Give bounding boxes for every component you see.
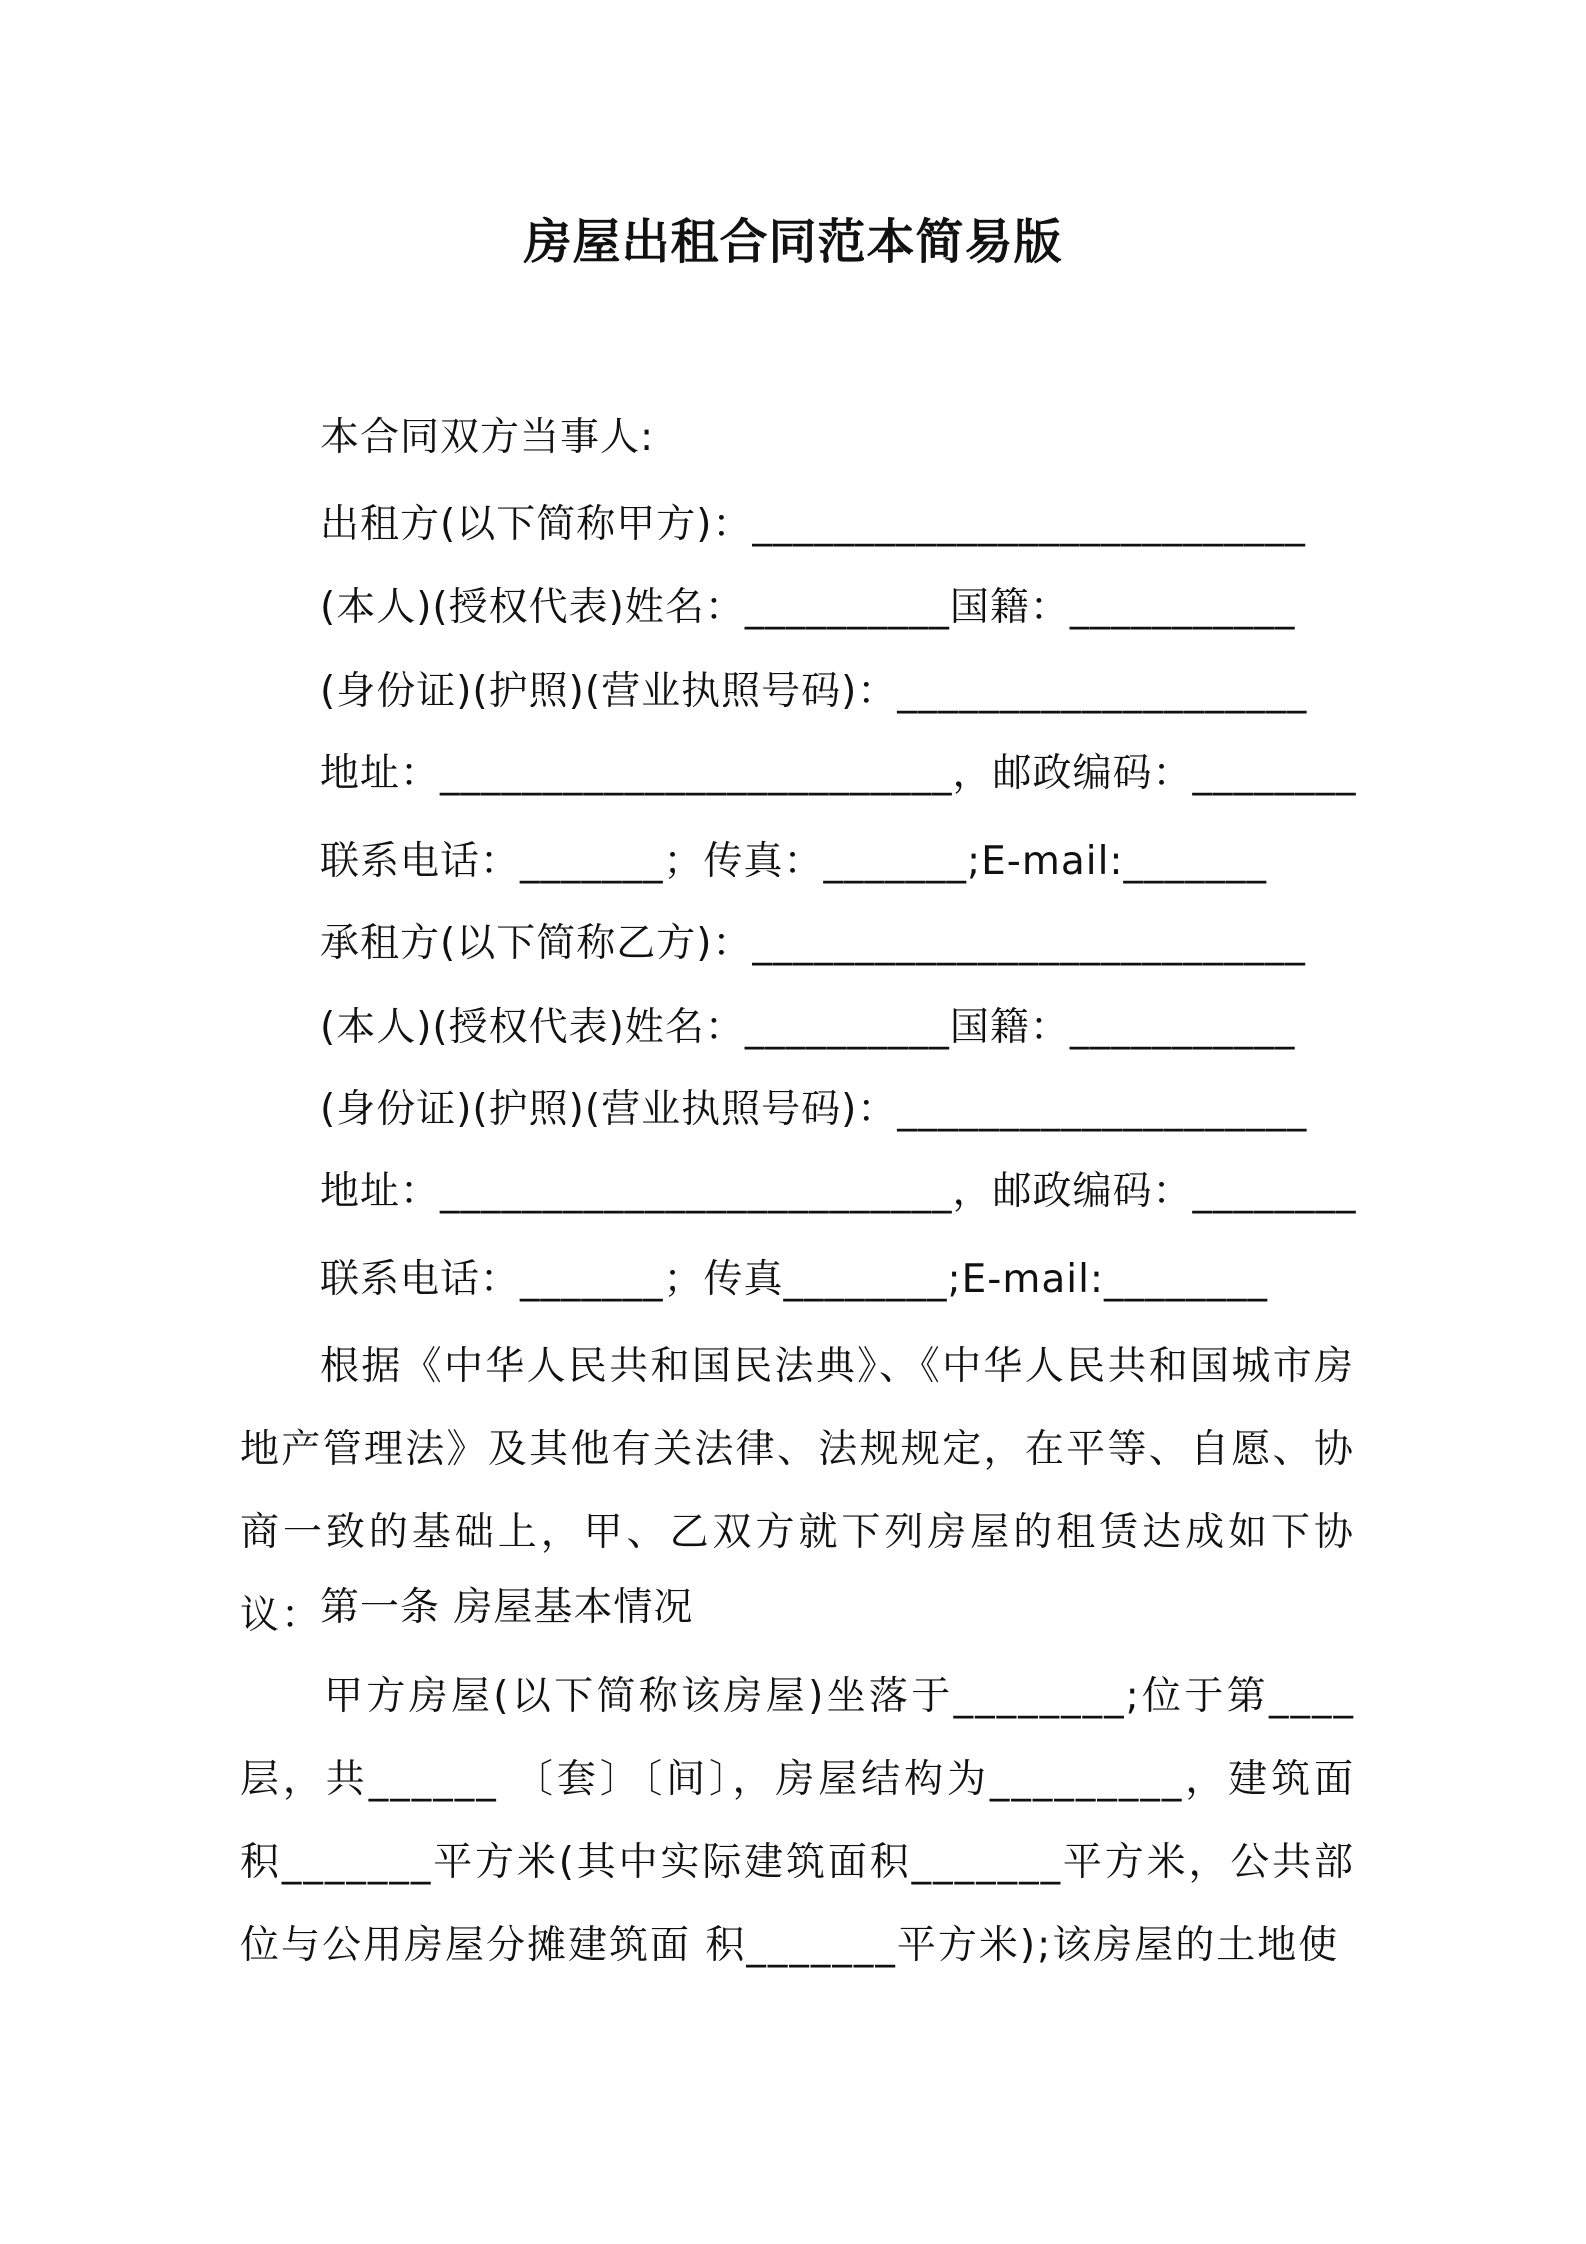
- lessor-line: 出租方(以下简称甲方)：___________________________: [320, 502, 1306, 547]
- preamble-paragraph: 根据《中华人民共和国民法典》、《中华人民共和国城市房地产管理法》及其他有关法律、法规规定，在平等、自愿、协商一致的基础上，甲、乙双方就下列房屋的租赁达成如下协议：: [240, 1344, 1355, 1638]
- lessee-name-nationality: (本人)(授权代表)姓名：__________国籍：___________: [320, 1005, 1296, 1050]
- lessee-contact: 联系电话：_______；传真________;E-mail:________: [320, 1257, 1269, 1302]
- lessor-contact: 联系电话：_______；传真：_______;E-mail:_______: [320, 839, 1268, 884]
- lessor-name-nationality: (本人)(授权代表)姓名：__________国籍：___________: [320, 585, 1296, 630]
- document-title: 房屋出租合同范本简易版: [523, 214, 1063, 270]
- article-1-paragraph: 甲方房屋(以下简称该房屋)坐落于________;位于第____层，共______ 〔套〕〔间〕，房屋结构为_________，建筑面积_______平方米(其中实际建筑面积_______平方米，公共部位与公用房屋分摊建筑面 积_______平方米);该房屋的土地使: [240, 1674, 1355, 1968]
- lessor-id-number: (身份证)(护照)(营业执照号码)：____________________: [320, 669, 1308, 714]
- lessee-line: 承租方(以下简称乙方)：___________________________: [320, 921, 1306, 966]
- article-1-heading: 第一条 房屋基本情况: [320, 1585, 694, 1630]
- lessee-address: 地址：_________________________，邮政编码：________: [320, 1169, 1357, 1214]
- parties-intro: 本合同双方当事人:: [320, 415, 655, 460]
- lessor-address: 地址：_________________________，邮政编码：________: [320, 751, 1357, 796]
- lessee-id-number: (身份证)(护照)(营业执照号码)：____________________: [320, 1087, 1308, 1132]
